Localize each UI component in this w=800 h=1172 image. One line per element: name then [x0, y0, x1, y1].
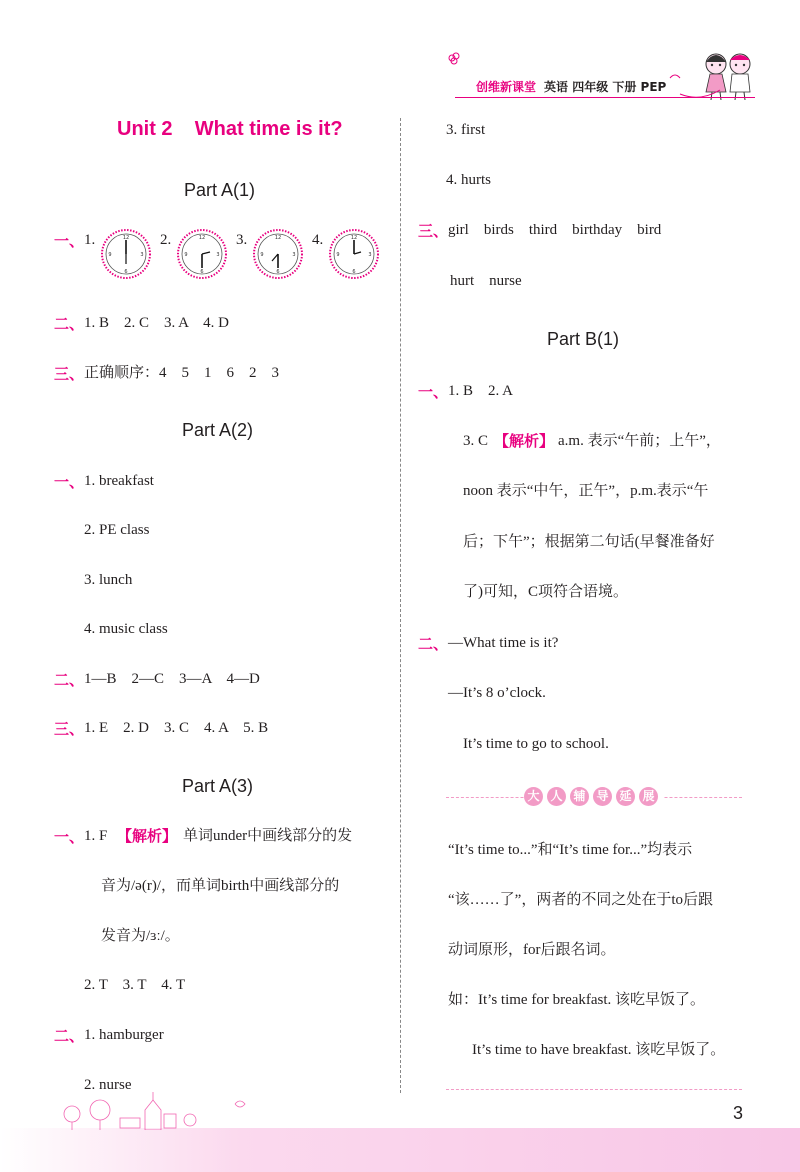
- question-mark-b1-1: 一、: [418, 383, 449, 401]
- answer-r-3-line1: girl birds third birthday bird: [448, 222, 662, 238]
- clock-icon: [252, 228, 304, 280]
- svg-text:12: 12: [274, 235, 282, 241]
- column-divider: [400, 118, 401, 1093]
- question-mark-a2-3: 三、: [54, 720, 85, 738]
- answer-b1-3: 3. C: [463, 433, 489, 449]
- footer-band: [0, 1128, 800, 1172]
- question-mark-a1-3: 三、: [54, 365, 85, 383]
- list-item: 1. breakfast: [84, 473, 154, 489]
- header-line: [455, 97, 755, 98]
- guide-text: 动词原形，for后跟名词。: [448, 942, 616, 958]
- unit-title: Unit 2 What time is it?: [117, 118, 343, 140]
- clock-label-2: 2.: [160, 232, 172, 248]
- svg-text:6: 6: [352, 269, 356, 275]
- list-item: 4. music class: [84, 621, 168, 637]
- guide-end-divider: [446, 1089, 742, 1090]
- svg-text:9: 9: [108, 252, 112, 258]
- svg-text:6: 6: [276, 269, 280, 275]
- analysis-tag: 【解析】: [117, 827, 178, 845]
- question-mark-a2-1: 一、: [54, 473, 85, 491]
- analysis-text: 音为/ə(r)/，而单词birth中画线部分的: [101, 878, 340, 894]
- guide-banner-char: 延: [616, 787, 635, 806]
- guide-banner-char: 大: [524, 787, 543, 806]
- list-item: 4. hurts: [446, 172, 491, 188]
- answer-a2-2: 1—B 2—C 3—A 4—D: [84, 671, 260, 687]
- analysis-text: 了)可知，C项符合语境。: [463, 584, 629, 600]
- question-mark-r-3: 三、: [418, 222, 449, 240]
- guide-banner-char: 展: [639, 787, 658, 806]
- svg-text:12: 12: [122, 235, 130, 241]
- answer-a2-3: 1. E 2. D 3. C 4. A 5. B: [84, 720, 269, 736]
- guide-text: “该……了”，两者的不同之处在于to后跟: [448, 892, 713, 908]
- guide-banner-char: 辅: [570, 787, 589, 806]
- guide-text: 如：It’s time for breakfast. 该吃早饭了。: [448, 992, 706, 1008]
- analysis-text: noon 表示“中午，正午”，p.m.表示“午: [463, 483, 709, 499]
- answer-a1-2: 1. B 2. C 3. A 4. D: [84, 315, 230, 331]
- list-item: 2. nurse: [84, 1077, 132, 1093]
- guide-text: It’s time to have breakfast. 该吃早饭了。: [472, 1042, 726, 1058]
- answer-a3-1: 1. F: [84, 828, 108, 844]
- list-item: 3. first: [446, 122, 486, 138]
- svg-text:3: 3: [292, 252, 296, 258]
- section-title-b1: Part B(1): [547, 329, 620, 349]
- analysis-text: a.m. 表示“午前；上午”，: [558, 433, 721, 449]
- guide-text: “It’s time to...”和“It’s time for...”均表示: [448, 842, 693, 858]
- answer-b1-1: 1. B 2. A: [448, 383, 514, 399]
- analysis-tag: 【解析】: [494, 432, 555, 450]
- question-mark-a1-2: 二、: [54, 315, 85, 333]
- svg-text:12: 12: [350, 235, 358, 241]
- list-item: 3. lunch: [84, 572, 133, 588]
- svg-text:3: 3: [368, 252, 372, 258]
- dialogue-line: It’s time to go to school.: [463, 736, 609, 752]
- list-item: 1. hamburger: [84, 1027, 164, 1043]
- question-mark-a3-1: 一、: [54, 828, 85, 846]
- list-item: 2. PE class: [84, 522, 150, 538]
- svg-text:6: 6: [200, 269, 204, 275]
- svg-text:9: 9: [184, 252, 188, 258]
- clock-icon: [100, 228, 152, 280]
- header-brand: 创维新课堂: [476, 80, 537, 94]
- svg-text:12: 12: [198, 235, 206, 241]
- castle-illustration-icon: [60, 1090, 260, 1130]
- clock-label-3: 3.: [236, 232, 248, 248]
- clock-icon: [176, 228, 228, 280]
- section-title-a3: Part A(3): [182, 776, 254, 796]
- answer-a1-3: 正确顺序：4 5 1 6 2 3: [84, 365, 280, 381]
- header-book-info: 英语 四年级 下册 PEP: [544, 80, 667, 94]
- clock-label-4: 4.: [312, 232, 324, 248]
- question-mark-a3-2: 二、: [54, 1027, 85, 1045]
- analysis-text: 单词under中画线部分的发: [183, 828, 353, 844]
- section-title-a2: Part A(2): [182, 420, 254, 440]
- answer-a3-1-rest: 2. T 3. T 4. T: [84, 977, 186, 993]
- question-mark-a2-2: 二、: [54, 671, 85, 689]
- answer-r-3-line2: hurt nurse: [450, 273, 522, 289]
- clock-icon: [328, 228, 380, 280]
- svg-text:6: 6: [124, 269, 128, 275]
- guide-banner-char: 人: [547, 787, 566, 806]
- svg-text:9: 9: [260, 252, 264, 258]
- guide-banner-char: 导: [593, 787, 612, 806]
- section-title-a1: Part A(1): [184, 180, 256, 200]
- header-text: [476, 78, 666, 95]
- question-mark-a1-1: 一、: [54, 232, 85, 250]
- svg-text:3: 3: [140, 252, 144, 258]
- question-mark-b1-2: 二、: [418, 635, 449, 653]
- svg-text:9: 9: [336, 252, 340, 258]
- svg-text:3: 3: [216, 252, 220, 258]
- page-number: 3: [733, 1103, 744, 1123]
- guide-banner: [524, 787, 664, 809]
- dialogue-line: —It’s 8 o’clock.: [448, 685, 546, 701]
- analysis-text: 发音为/ɜː/。: [101, 928, 180, 944]
- clock-label-1: 1.: [84, 232, 96, 248]
- dialogue-line: —What time is it?: [448, 635, 559, 651]
- analysis-text: 后；下午”；根据第二句话(早餐准备好: [463, 534, 715, 550]
